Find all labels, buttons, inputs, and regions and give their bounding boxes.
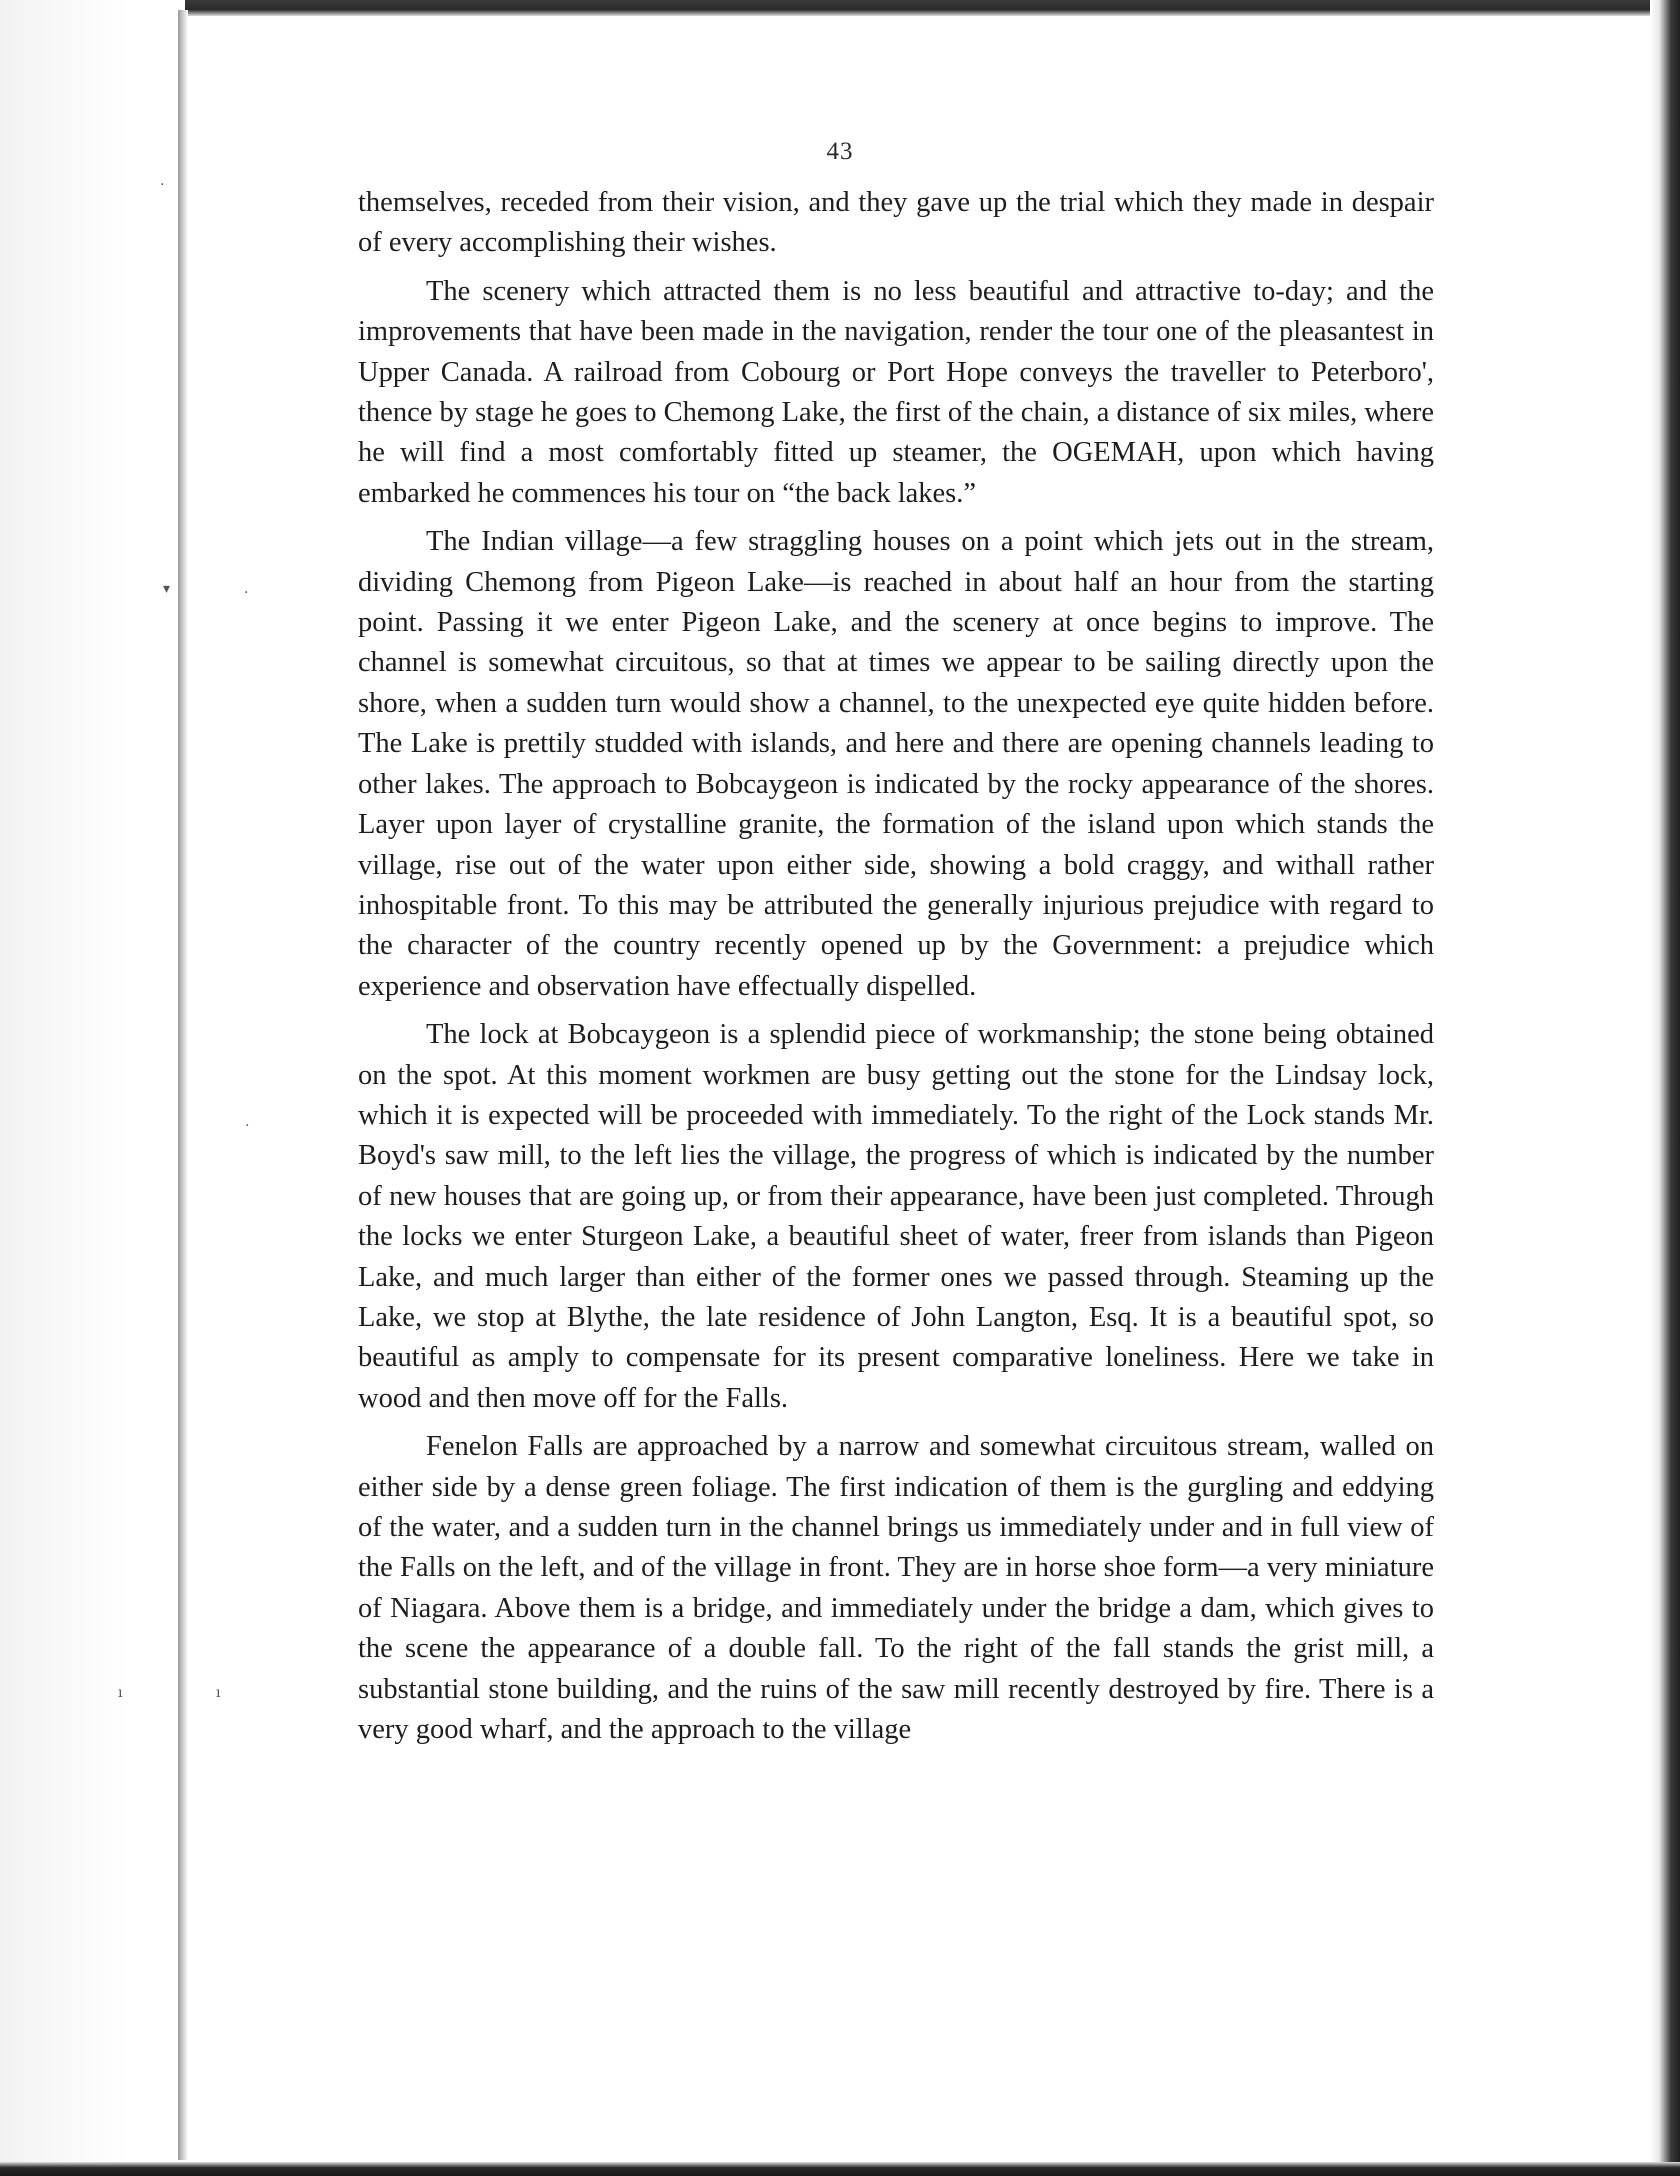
body-text xyxy=(358,183,1434,1758)
scan-left-margin xyxy=(0,0,185,2176)
page-number: 43 xyxy=(826,138,854,165)
paragraph-fenelon-falls: Fenelon Falls are approached by a narrow and somewhat circuitous stream, walled on either side by a dense green foliage. The first indication of them is the gurgling and eddying of the water, and a sudden turn in the channel brings us immediately under and in full view of the Falls on the left, and of the village in front. They are in horse shoe form—a very miniature of Niagara. Above them is a bridge, and immediately under the bridge a dam, which gives to the scene the appearance of a double fall. To the right of the fall stands the grist mill, a substantial stone building, and the ruins of the saw mill recently destroyed by fire. There is a very good wharf, and the approach to the village xyxy=(358,1431,1434,1746)
paragraph-continuation: themselves, receded from their vision, and they gave up the trial which they made in despair of every accomplishing their wishes. xyxy=(358,187,1434,259)
scan-top-border xyxy=(0,0,1680,16)
scan-speck: · xyxy=(245,1118,250,1134)
paragraph-scenery: The scenery which attracted them is no less beautiful and attractive to-day; and the improvements that have been made in the navigation, render the tour one of the pleasantest in Upper Canada. A railroad from Cobourg or Port Hope conveys the traveller to Peterboro', thence by stage he goes to Chemong Lake, the first of the chain, a distance of six miles, where he will find a most comfortably fitted up steamer, the OGEMAH, upon which having embarked he commences his tour on “the back lakes.” xyxy=(358,275,1434,509)
binding-gutter xyxy=(178,10,188,2160)
scan-speck: ▾ xyxy=(163,581,171,597)
paragraph-indian-village: The Indian village—a few straggling houses on a point which jets out in the stream, dividing Chemong from Pigeon Lake—is reached in about half an hour from the starting point. Passing it we enter Pigeon Lake, and the scenery at once begins to improve. The channel is somewhat circuitous, so that at times we appear to be sailing directly upon the shore, when a sudden turn would show a channel, to the unexpected eye quite hidden before. The Lake is prettily studded with islands, and here and there are opening channels leading to other lakes. The approach to Bobcaygeon is indicated by the rocky appearance of the shores. Layer upon layer of crystalline granite, the formation of the island upon which stands the village, rise out of the water upon either side, showing a bold craggy, and withall rather inhospitable front. To this may be attributed the generally injurious prejudice with regard to the character of the country recently opened up by the Government: a prejudice which experience and observation have effectually dispelled. xyxy=(358,526,1434,1002)
paragraph-bobcaygeon-lock: The lock at Bobcaygeon is a splendid piece of workmanship; the stone being obtained on the spot. At this moment workmen are busy getting out the stone for the Lindsay lock, which it is expected will be proceeded with immediately. To the right of the Lock stands Mr. Boyd's saw mill, to the left lies the village, the progress of which is indicated by the number of new houses that are going up, or from their appearance, have been just completed. Through the locks we enter Sturgeon Lake, a beautiful sheet of water, freer from islands than Pigeon Lake, and much larger than either of the former ones we passed through. Steaming up the Lake, we stop at Blythe, the late residence of John Langton, Esq. It is a beautiful spot, so beautiful as amply to compensate for its present comparative loneliness. Here we take in wood and then move off for the Falls. xyxy=(358,1019,1434,1414)
scan-speck: ı xyxy=(216,1685,221,1701)
scan-speck: ı xyxy=(118,1685,123,1701)
scan-speck: · xyxy=(244,585,249,601)
scan-speck: · xyxy=(160,177,165,193)
scan-right-border xyxy=(1650,0,1680,2176)
scan-bottom-border xyxy=(0,2162,1680,2176)
